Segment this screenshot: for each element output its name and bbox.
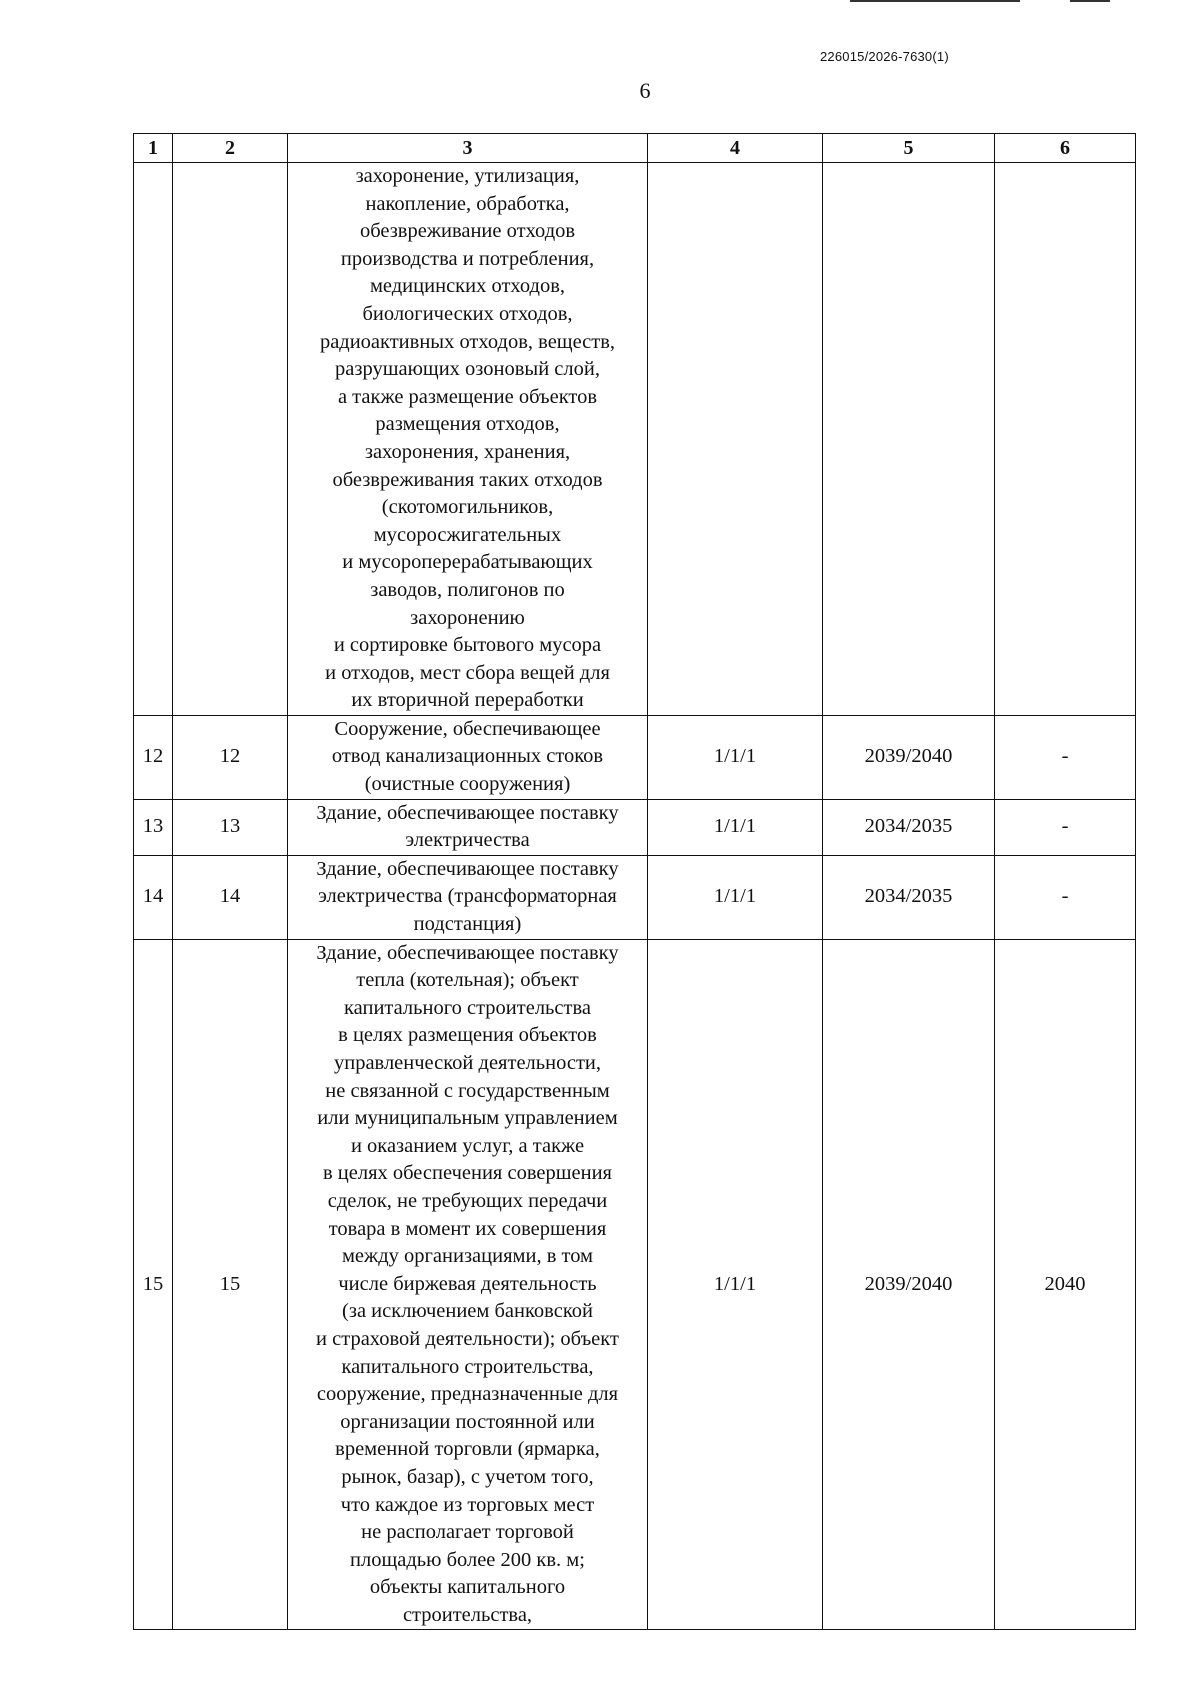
table-cell-description: Сооружение, обеспечивающее отвод канализационных стоков (очистные сооружения)	[288, 715, 648, 799]
table-cell-year: 2040	[995, 939, 1136, 1630]
table-cell-parameters: 1/1/1	[648, 715, 823, 799]
table-cell-parameters: 1/1/1	[648, 939, 823, 1630]
column-header-3: 3	[288, 134, 648, 163]
table-cell-description: Здание, обеспечивающее поставку электричества	[288, 799, 648, 855]
table-cell-parameters: 1/1/1	[648, 799, 823, 855]
column-header-6: 6	[995, 134, 1136, 163]
column-header-4: 4	[648, 134, 823, 163]
table-cell-parameters: 1/1/1	[648, 855, 823, 939]
document-number: 226015/2026-7630(1)	[820, 49, 949, 64]
table-cell-years: 2039/2040	[823, 939, 995, 1630]
table-row	[134, 939, 1136, 1630]
column-header-1: 1	[134, 134, 173, 163]
table-cell	[173, 163, 288, 716]
table-cell-years: 2034/2035	[823, 855, 995, 939]
data-table	[133, 133, 1136, 1630]
table-cell-year: -	[995, 799, 1136, 855]
table-row	[134, 715, 1136, 799]
table-cell-year: -	[995, 715, 1136, 799]
column-header-2: 2	[173, 134, 288, 163]
table-row	[134, 855, 1136, 939]
table-cell-description: Здание, обеспечивающее поставку электричества (трансформаторная подстанция)	[288, 855, 648, 939]
page-number: 6	[639, 78, 651, 103]
table-header-row	[134, 134, 1136, 163]
top-edge-rule	[850, 0, 1020, 2]
table-row-continuation	[134, 163, 1136, 716]
table-cell	[648, 163, 823, 716]
table-cell	[134, 163, 173, 716]
column-header-5: 5	[823, 134, 995, 163]
table-cell	[995, 163, 1136, 716]
table-cell-number: 15	[134, 939, 173, 1630]
table-cell-number: 13	[134, 799, 173, 855]
table-cell-years: 2034/2035	[823, 799, 995, 855]
table-cell-index: 13	[173, 799, 288, 855]
table-row	[134, 799, 1136, 855]
table-cell-year: -	[995, 855, 1136, 939]
table-cell-index: 12	[173, 715, 288, 799]
top-edge-rule-right	[1070, 0, 1110, 2]
table-cell-index: 15	[173, 939, 288, 1630]
table-cell	[823, 163, 995, 716]
table-cell-number: 12	[134, 715, 173, 799]
table-cell-index: 14	[173, 855, 288, 939]
table-cell-description: захоронение, утилизация, накопление, обработка, обезвреживание отходов производства и потребления, медицинских отходов, биологических отходов, радиоактивных отходов, веществ, разрушающих озоновый слой, а также размещение объектов размещения отходов, захоронения, хранения, обезвреживания таких отходов (скотомогильников, мусоросжигательных и мусороперерабатывающих заводов, полигонов по захоронению и сортировке бытового мусора и отходов, мест сбора вещей для их вторичной переработки	[288, 163, 648, 716]
table-cell-years: 2039/2040	[823, 715, 995, 799]
table-cell-number: 14	[134, 855, 173, 939]
table-cell-description: Здание, обеспечивающее поставку тепла (котельная); объект капитального строительства в целях размещения объектов управленческой деятельности, не связанной с государственным или муниципальным управлением и оказанием услуг, а также в целях обеспечения совершения сделок, не требующих передачи товара в момент их совершения между организациями, в том числе биржевая деятельность (за исключением банковской и страховой деятельности); объект капитального строительства, сооружение, предназначенные для организации постоянной или временной торговли (ярмарка, рынок, базар), с учетом того, что каждое из торговых мест не располагает торговой площадью более 200 кв. м; объекты капитального строительства,	[288, 939, 648, 1630]
